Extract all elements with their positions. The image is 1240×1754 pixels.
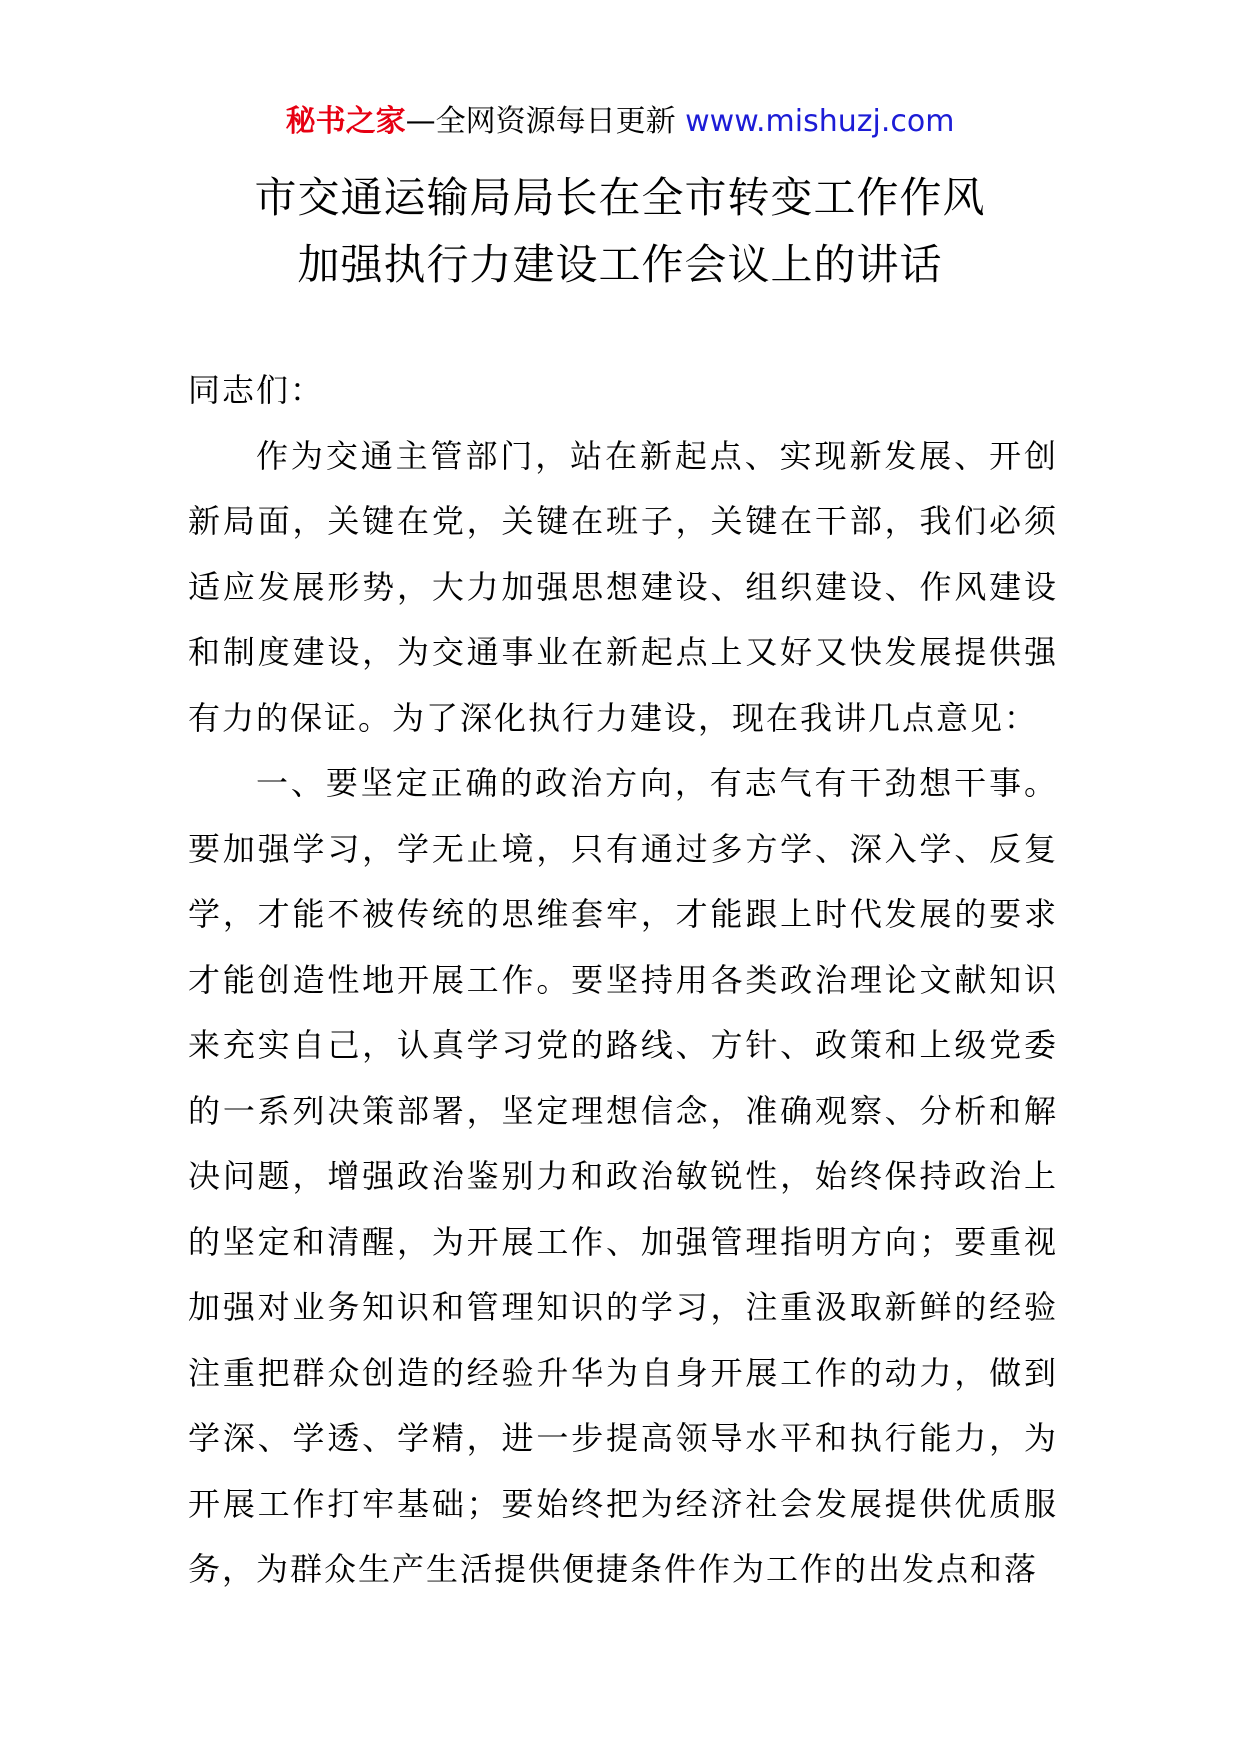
paragraph: 一、要坚定正确的政治方向，有志气有干劲想干事。要加强学习，学无止境，只有通过多方学、深入学、反复学，才能不被传统的思维套牢，才能跟上时代发展的要求才能创造性地开展工作。要坚持用各类政治理论文献知识来充实自己，认真学习党的路线、方针、政策和上级党委的一系列决策部署，坚定理想信念，准确观察、分析和解决问题，增强政治鉴别力和政治敏锐性，始终保持政治上的坚定和清醒，为开展工作、加强管理指明方向；要重视加强对业务知识和管理知识的学习，注重汲取新鲜的经验注重把群众创造的经验升华为自身开展工作的动力，做到学深、学透、学精，进一步提高领导水平和执行能力，为开展工作打牢基础；要始终把为经济社会发展提供优质服务，为群众生产生活提供便捷条件作为工作的出发点和落 [188, 764, 1058, 1588]
document-title-line-1: 市交通运输局局长在全市转变工作作风 [254, 173, 986, 222]
paragraph: 作为交通主管部门，站在新起点、实现新发展、开创新局面，关键在党，关键在班子，关键在干部，我们必须适应发展形势，大力加强思想建设、组织建设、作风建设和制度建设，为交通事业在新起点上又好又快发展提供强有力的保证。为了深化执行力建设，现在我讲几点意见： [188, 436, 1058, 737]
document-body [188, 358, 1058, 1603]
banner-slogan: —全网资源每日更新 [405, 104, 686, 139]
site-banner [0, 100, 1240, 144]
brand-name: 秘书之家 [285, 104, 406, 139]
site-url-link[interactable]: www.mishuzj.com [685, 104, 955, 139]
salutation: 同志们： [188, 371, 325, 409]
document-title-line-2: 加强执行力建设工作会议上的讲话 [297, 240, 943, 289]
